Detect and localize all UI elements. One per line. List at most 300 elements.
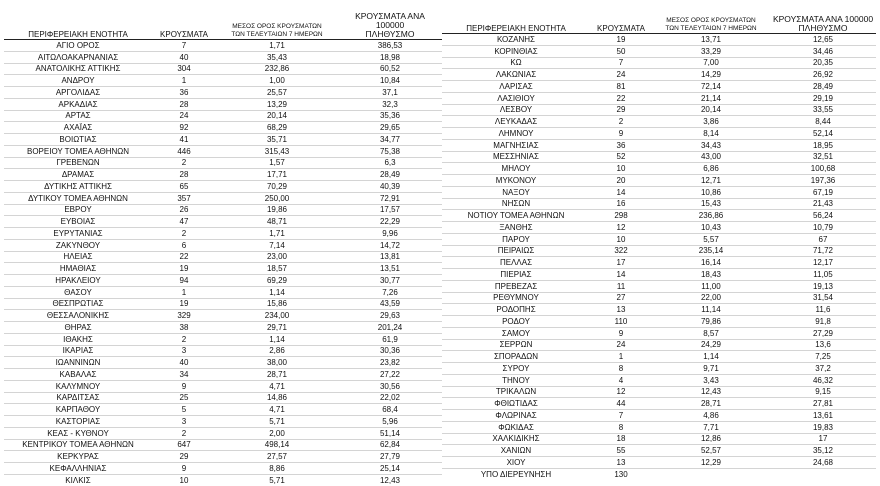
cases-cell: 52 — [590, 151, 652, 163]
region-cell: ΠΙΕΡΙΑΣ — [442, 269, 590, 281]
cases-cell: 13 — [590, 457, 652, 469]
cases-cell: 19 — [590, 34, 652, 46]
seven-day-average-cell: 79,86 — [652, 316, 770, 328]
cases-per-100k-cell: 22,02 — [338, 392, 442, 404]
region-cell: ΚΟΡΙΝΘΙΑΣ — [442, 45, 590, 57]
seven-day-average-cell: 12,43 — [652, 386, 770, 398]
table-row — [442, 233, 876, 245]
region-cell: ΦΘΙΩΤΙΔΑΣ — [442, 398, 590, 410]
cases-per-100k-cell: 7,26 — [338, 286, 442, 298]
table-row — [442, 92, 876, 104]
cases-cell: 18 — [590, 433, 652, 445]
region-cell: ΡΕΘΥΜΝΟΥ — [442, 292, 590, 304]
cases-per-100k-cell: 32,51 — [770, 151, 876, 163]
seven-day-average-cell: 236,86 — [652, 210, 770, 222]
cases-cell: 14 — [590, 269, 652, 281]
cases-per-100k-header — [770, 12, 876, 34]
table-row — [442, 468, 876, 479]
table-row — [442, 410, 876, 422]
seven-day-average-cell: 35,43 — [216, 51, 338, 63]
seven-day-average-cell: 7,14 — [216, 239, 338, 251]
cases-per-100k-cell: 31,54 — [770, 292, 876, 304]
region-cell: ΛΗΜΝΟΥ — [442, 128, 590, 140]
cases-cell: 12 — [590, 386, 652, 398]
cases-cell: 34 — [152, 369, 216, 381]
cases-per-100k-cell: 19,83 — [770, 421, 876, 433]
cases-cell: 304 — [152, 63, 216, 75]
cases-per-100k-cell: 23,82 — [338, 357, 442, 369]
cases-cell: 6 — [152, 239, 216, 251]
cases-per-100k-cell: 35,36 — [338, 110, 442, 122]
table-row — [4, 145, 442, 157]
cases-per-100k-cell: 61,9 — [338, 333, 442, 345]
cases-cell: 29 — [590, 104, 652, 116]
table-row — [4, 263, 442, 275]
cases-per-100k-cell: 60,52 — [338, 63, 442, 75]
cases-cell: 1 — [152, 75, 216, 87]
seven-day-average-cell: 17,71 — [216, 169, 338, 181]
table-row — [4, 275, 442, 287]
table-row — [4, 40, 442, 52]
cases-per-100k-cell: 68,4 — [338, 404, 442, 416]
region-cell: ΕΥΒΟΙΑΣ — [4, 216, 152, 228]
cases-per-100k-cell: 52,14 — [770, 128, 876, 140]
cases-per-100k-cell: 29,65 — [338, 122, 442, 134]
region-cell: ΥΠΟ ΔΙΕΡΕΥΝΗΣΗ — [480, 469, 552, 479]
table-row — [4, 157, 442, 169]
cases-cell: 92 — [152, 122, 216, 134]
cases-cell: 647 — [152, 439, 216, 451]
cases-cell: 357 — [152, 192, 216, 204]
cases-per-100k-cell: 11,6 — [770, 304, 876, 316]
table-row — [4, 286, 442, 298]
table-row — [442, 69, 876, 81]
seven-day-average-cell: 29,71 — [216, 322, 338, 334]
region-cell: ΦΛΩΡΙΝΑΣ — [442, 410, 590, 422]
seven-day-average-cell: 235,14 — [652, 245, 770, 257]
cases-cell: 24 — [590, 339, 652, 351]
cases-per-100k-cell: 75,38 — [338, 145, 442, 157]
region-cell: ΛΑΚΩΝΙΑΣ — [442, 69, 590, 81]
cases-per-100k-cell: 9,96 — [338, 228, 442, 240]
seven-day-average-cell: 34,43 — [652, 139, 770, 151]
cases-per-100k-cell: 201,24 — [338, 322, 442, 334]
seven-day-average-cell — [652, 468, 770, 479]
table-row — [442, 327, 876, 339]
left-cases-table — [4, 12, 442, 486]
table-row — [4, 228, 442, 240]
cases-cell: 8 — [590, 363, 652, 375]
seven-day-average-cell: 28,71 — [216, 369, 338, 381]
table-row — [4, 439, 442, 451]
cases-per-100k-cell: 30,56 — [338, 380, 442, 392]
seven-day-average-cell: 3,86 — [652, 116, 770, 128]
region-cell: ΑΧΑΪΑΣ — [4, 122, 152, 134]
region-cell: ΚΟΖΑΝΗΣ — [442, 34, 590, 46]
table-row — [442, 339, 876, 351]
table-row — [442, 163, 876, 175]
cases-per-100k-header — [338, 12, 442, 40]
seven-day-average-cell: 11,14 — [652, 304, 770, 316]
region-cell: ΧΑΛΚΙΔΙΚΗΣ — [442, 433, 590, 445]
seven-day-average-cell: 23,00 — [216, 251, 338, 263]
seven-day-average-cell: 7,00 — [652, 57, 770, 69]
seven-day-average-cell: 12,29 — [652, 457, 770, 469]
seven-day-average-cell: 20,14 — [652, 104, 770, 116]
region-cell: ΔΥΤΙΚΟΥ ΤΟΜΕΑ ΑΘΗΝΩΝ — [4, 192, 152, 204]
region-cell: ΚΕΦΑΛΛΗΝΙΑΣ — [4, 463, 152, 475]
cases-per-100k-cell: 8,44 — [770, 116, 876, 128]
cases-per-100k-cell: 7,25 — [770, 351, 876, 363]
cases-cell: 28 — [152, 169, 216, 181]
region-cell: ΣΥΡΟΥ — [442, 363, 590, 375]
seven-day-average-cell: 4,71 — [216, 380, 338, 392]
seven-day-average-cell: 14,86 — [216, 392, 338, 404]
seven-day-average-cell: 15,86 — [216, 298, 338, 310]
cases-per-100k-cell: 9,15 — [770, 386, 876, 398]
region-header: ΠΕΡΙΦΕΡΕΙΑΚΗ ΕΝΟΤΗΤΑ — [4, 12, 152, 40]
table-row — [4, 216, 442, 228]
table-row — [4, 310, 442, 322]
cases-cell: 55 — [590, 445, 652, 457]
cases-per-100k-cell: 29,19 — [770, 92, 876, 104]
region-cell: ΧΑΝΙΩΝ — [442, 445, 590, 457]
region-header: ΠΕΡΙΦΕΡΕΙΑΚΗ ΕΝΟΤΗΤΑ — [442, 12, 590, 34]
region-cell: ΚΙΛΚΙΣ — [65, 475, 91, 485]
region-cell: ΚΑΛΥΜΝΟΥ — [4, 380, 152, 392]
table-row — [442, 398, 876, 410]
seven-day-average-cell: 19,86 — [216, 204, 338, 216]
cases-cell: 329 — [152, 310, 216, 322]
region-cell: ΚΕΡΚΥΡΑΣ — [4, 451, 152, 463]
cases-cell: 41 — [152, 134, 216, 146]
table-row — [4, 380, 442, 392]
region-cell: ΜΑΓΝΗΣΙΑΣ — [442, 139, 590, 151]
table-row — [442, 128, 876, 140]
cases-cell: 14 — [590, 186, 652, 198]
seven-day-average-cell: 43,00 — [652, 151, 770, 163]
seven-day-average-cell: 35,71 — [216, 134, 338, 146]
region-cell: ΗΛΕΙΑΣ — [4, 251, 152, 263]
cases-per-100k-cell: 12,43 — [379, 475, 401, 485]
cases-cell: 26 — [152, 204, 216, 216]
region-cell: ΝΑΞΟΥ — [442, 186, 590, 198]
seven-day-average-cell: 21,14 — [652, 92, 770, 104]
region-cell: ΡΟΔΟΠΗΣ — [442, 304, 590, 316]
cases-per-100k-cell: 91,8 — [770, 316, 876, 328]
cases-per-100k-cell — [770, 468, 876, 479]
table-row — [4, 192, 442, 204]
table-row — [442, 386, 876, 398]
seven-day-average-cell: 315,43 — [216, 145, 338, 157]
seven-day-average-cell: 1,14 — [216, 286, 338, 298]
average-header-line-2: ΤΩΝ ΤΕΛΕΥΤΑΙΩΝ 7 ΗΜΕΡΩΝ — [665, 25, 757, 32]
table-row — [4, 169, 442, 181]
table-row — [4, 239, 442, 251]
region-cell: ΕΒΡΟΥ — [4, 204, 152, 216]
region-cell: ΚΩ — [442, 57, 590, 69]
region-cell: ΤΡΙΚΑΛΩΝ — [442, 386, 590, 398]
region-cell: ΚΕΝΤΡΙΚΟΥ ΤΟΜΕΑ ΑΘΗΝΩΝ — [4, 439, 152, 451]
table-row — [442, 363, 876, 375]
cases-cell: 47 — [152, 216, 216, 228]
cases-per-100k-cell: 62,84 — [338, 439, 442, 451]
cases-cell: 13 — [590, 304, 652, 316]
cases-per-100k-cell: 27,22 — [338, 369, 442, 381]
seven-day-average-cell: 13,71 — [652, 34, 770, 46]
seven-day-average-header — [652, 12, 770, 34]
table-row — [442, 81, 876, 93]
seven-day-average-cell: 12,86 — [652, 433, 770, 445]
cases-per-100k-cell: 12,65 — [770, 34, 876, 46]
region-cell: ΘΕΣΠΡΩΤΙΑΣ — [4, 298, 152, 310]
seven-day-average-cell: 12,71 — [652, 175, 770, 187]
table-row — [442, 374, 876, 386]
region-cell: ΣΕΡΡΩΝ — [442, 339, 590, 351]
cases-cell: 22 — [590, 92, 652, 104]
region-cell: ΑΓΙΟ ΟΡΟΣ — [4, 40, 152, 52]
region-cell: ΛΑΡΙΣΑΣ — [442, 81, 590, 93]
cases-cell: 29 — [152, 451, 216, 463]
cases-cell: 50 — [590, 45, 652, 57]
table-row — [442, 57, 876, 69]
cases-cell: 28 — [152, 98, 216, 110]
region-cell: ΑΡΚΑΔΙΑΣ — [4, 98, 152, 110]
cases-cell: 110 — [590, 316, 652, 328]
cases-cell: 19 — [152, 263, 216, 275]
table-row — [4, 134, 442, 146]
cases-per-100k-cell: 27,79 — [338, 451, 442, 463]
region-cell: ΘΑΣΟΥ — [4, 286, 152, 298]
cases-per-100k-cell: 46,32 — [770, 374, 876, 386]
region-cell: ΑΝΑΤΟΛΙΚΗΣ ΑΤΤΙΚΗΣ — [4, 63, 152, 75]
cases-cell: 20 — [590, 175, 652, 187]
table-row — [442, 421, 876, 433]
seven-day-average-cell: 24,29 — [652, 339, 770, 351]
cases-per-100k-cell: 19,13 — [770, 280, 876, 292]
per-100k-header-line-1: ΚΡΟΥΣΜΑΤΑ ΑΝΑ 100000 — [355, 11, 425, 30]
region-cell: ΜΥΚΟΝΟΥ — [442, 175, 590, 187]
seven-day-average-cell: 33,29 — [652, 45, 770, 57]
seven-day-average-cell: 9,71 — [652, 363, 770, 375]
cases-per-100k-cell: 40,39 — [338, 181, 442, 193]
cases-cell: 16 — [590, 198, 652, 210]
cases-cell: 36 — [152, 87, 216, 99]
cases-per-100k-cell: 197,36 — [770, 175, 876, 187]
region-cell: ΞΑΝΘΗΣ — [442, 222, 590, 234]
cases-per-100k-cell: 30,77 — [338, 275, 442, 287]
seven-day-average-cell: 8,57 — [652, 327, 770, 339]
seven-day-average-cell: 27,57 — [216, 451, 338, 463]
table-row — [4, 451, 442, 463]
region-cell: ΡΟΔΟΥ — [442, 316, 590, 328]
region-cell: ΗΜΑΘΙΑΣ — [4, 263, 152, 275]
cases-cell: 7 — [152, 40, 216, 52]
table-row — [4, 63, 442, 75]
cases-cell: 12 — [590, 222, 652, 234]
cases-per-100k-cell: 18,95 — [770, 139, 876, 151]
region-cell: ΦΩΚΙΔΑΣ — [442, 421, 590, 433]
seven-day-average-cell: 7,71 — [652, 421, 770, 433]
table-row — [4, 110, 442, 122]
table-row — [442, 198, 876, 210]
cases-cell: 19 — [152, 298, 216, 310]
cases-per-100k-cell: 29,63 — [338, 310, 442, 322]
region-cell: ΒΟΡΕΙΟΥ ΤΟΜΕΑ ΑΘΗΝΩΝ — [4, 145, 152, 157]
table-row — [4, 322, 442, 334]
cases-per-100k-cell: 34,77 — [338, 134, 442, 146]
cases-per-100k-cell: 67,19 — [770, 186, 876, 198]
cases-cell: 3 — [152, 416, 216, 428]
region-cell: ΚΑΣΤΟΡΙΑΣ — [4, 416, 152, 428]
cases-cell: 5 — [152, 404, 216, 416]
cases-per-100k-cell: 6,3 — [338, 157, 442, 169]
per-100k-header-line-2: ΠΛΗΘΥΣΜΟ — [365, 29, 415, 39]
region-cell: ΠΡΕΒΕΖΑΣ — [442, 280, 590, 292]
region-cell: ΧΙΟΥ — [442, 457, 590, 469]
seven-day-average-cell: 18,43 — [652, 269, 770, 281]
table-row — [442, 45, 876, 57]
cases-cell: 11 — [590, 280, 652, 292]
cases-per-100k-cell: 72,91 — [338, 192, 442, 204]
table-row — [4, 122, 442, 134]
region-cell: ΚΑΒΑΛΑΣ — [4, 369, 152, 381]
region-cell: ΘΕΣΣΑΛΟΝΙΚΗΣ — [4, 310, 152, 322]
cases-cell: 2 — [152, 427, 216, 439]
table-row — [4, 369, 442, 381]
table-row — [442, 445, 876, 457]
header-row — [442, 12, 876, 34]
region-cell: ΣΑΜΟΥ — [442, 327, 590, 339]
region-cell: ΠΑΡΟΥ — [442, 233, 590, 245]
cases-per-100k-cell: 30,36 — [338, 345, 442, 357]
table-row — [442, 210, 876, 222]
table-row — [442, 292, 876, 304]
table-row — [4, 51, 442, 63]
seven-day-average-cell: 4,71 — [216, 404, 338, 416]
seven-day-average-cell: 5,71 — [269, 475, 285, 485]
cases-per-100k-cell: 13,81 — [338, 251, 442, 263]
cases-per-100k-cell: 56,24 — [770, 210, 876, 222]
region-cell: ΛΕΥΚΑΔΑΣ — [442, 116, 590, 128]
region-cell: ΚΑΡΠΑΘΟΥ — [4, 404, 152, 416]
cases-header: ΚΡΟΥΣΜΑΤΑ — [152, 12, 216, 40]
table-row — [4, 392, 442, 404]
cases-per-100k-cell: 12,17 — [770, 257, 876, 269]
cases-per-100k-cell: 25,14 — [338, 463, 442, 475]
table-row — [442, 304, 876, 316]
region-cell: ΣΠΟΡΑΔΩΝ — [442, 351, 590, 363]
cases-header: ΚΡΟΥΣΜΑΤΑ — [590, 12, 652, 34]
table-row — [4, 357, 442, 369]
cases-cell: 94 — [152, 275, 216, 287]
region-cell: ΝΗΣΩΝ — [442, 198, 590, 210]
table-row — [4, 416, 442, 428]
cases-cell: 2 — [152, 228, 216, 240]
table-row — [4, 404, 442, 416]
seven-day-average-cell: 22,00 — [652, 292, 770, 304]
cases-per-100k-cell: 37,2 — [770, 363, 876, 375]
cases-per-100k-cell: 37,1 — [338, 87, 442, 99]
table-row — [4, 345, 442, 357]
cases-per-100k-cell: 51,14 — [338, 427, 442, 439]
seven-day-average-cell: 234,00 — [216, 310, 338, 322]
seven-day-average-cell: 10,86 — [652, 186, 770, 198]
cases-cell: 65 — [152, 181, 216, 193]
seven-day-average-cell: 38,00 — [216, 357, 338, 369]
region-cell: ΛΕΣΒΟΥ — [442, 104, 590, 116]
seven-day-average-header — [216, 12, 338, 40]
seven-day-average-cell: 10,43 — [652, 222, 770, 234]
seven-day-average-cell: 68,29 — [216, 122, 338, 134]
cases-per-100k-cell: 17 — [770, 433, 876, 445]
region-cell: ΜΕΣΣΗΝΙΑΣ — [442, 151, 590, 163]
seven-day-average-cell: 8,86 — [216, 463, 338, 475]
region-cell: ΜΗΛΟΥ — [442, 163, 590, 175]
table-row — [442, 139, 876, 151]
region-cell: ΕΥΡΥΤΑΝΙΑΣ — [4, 228, 152, 240]
cases-per-100k-cell: 10,79 — [770, 222, 876, 234]
seven-day-average-cell: 1,14 — [652, 351, 770, 363]
seven-day-average-cell: 232,86 — [216, 63, 338, 75]
cases-per-100k-cell: 33,55 — [770, 104, 876, 116]
table-row — [442, 104, 876, 116]
cases-per-100k-cell: 13,51 — [338, 263, 442, 275]
table-row — [4, 87, 442, 99]
cases-per-100k-cell: 34,46 — [770, 45, 876, 57]
table-row — [442, 433, 876, 445]
table-row — [442, 175, 876, 187]
cases-per-100k-cell: 18,98 — [338, 51, 442, 63]
table-row — [442, 457, 876, 469]
cases-cell: 9 — [152, 380, 216, 392]
table-row — [4, 251, 442, 263]
seven-day-average-cell: 25,57 — [216, 87, 338, 99]
seven-day-average-cell: 48,71 — [216, 216, 338, 228]
right-cases-table — [442, 12, 876, 480]
cases-per-100k-cell: 14,72 — [338, 239, 442, 251]
table-row — [442, 186, 876, 198]
seven-day-average-cell: 8,14 — [652, 128, 770, 140]
seven-day-average-cell: 20,14 — [216, 110, 338, 122]
region-cell: ΑΡΤΑΣ — [4, 110, 152, 122]
region-cell: ΝΟΤΙΟΥ ΤΟΜΕΑ ΑΘΗΝΩΝ — [442, 210, 590, 222]
cases-per-100k-cell: 20,35 — [770, 57, 876, 69]
seven-day-average-cell: 1,57 — [216, 157, 338, 169]
cases-per-100k-cell: 28,49 — [338, 169, 442, 181]
cases-cell: 27 — [590, 292, 652, 304]
cases-cell: 7 — [590, 57, 652, 69]
cases-cell: 22 — [152, 251, 216, 263]
region-cell: ΔΡΑΜΑΣ — [4, 169, 152, 181]
seven-day-average-cell: 18,57 — [216, 263, 338, 275]
seven-day-average-cell: 5,57 — [652, 233, 770, 245]
per-100k-header-line-2: ΠΛΗΘΥΣΜΟ — [798, 23, 848, 33]
table-row — [4, 181, 442, 193]
region-cell: ΖΑΚΥΝΘΟΥ — [4, 239, 152, 251]
cases-per-100k-cell: 100,68 — [770, 163, 876, 175]
cases-cell: 298 — [590, 210, 652, 222]
region-cell: ΚΕΑΣ - ΚΥΘΝΟΥ — [4, 427, 152, 439]
seven-day-average-cell: 69,29 — [216, 275, 338, 287]
cases-cell: 25 — [152, 392, 216, 404]
seven-day-average-cell: 72,14 — [652, 81, 770, 93]
cases-cell: 10 — [590, 163, 652, 175]
table-row — [442, 280, 876, 292]
seven-day-average-cell: 2,86 — [216, 345, 338, 357]
region-cell: ΔΥΤΙΚΗΣ ΑΤΤΙΚΗΣ — [4, 181, 152, 193]
cases-per-100k-cell: 27,81 — [770, 398, 876, 410]
